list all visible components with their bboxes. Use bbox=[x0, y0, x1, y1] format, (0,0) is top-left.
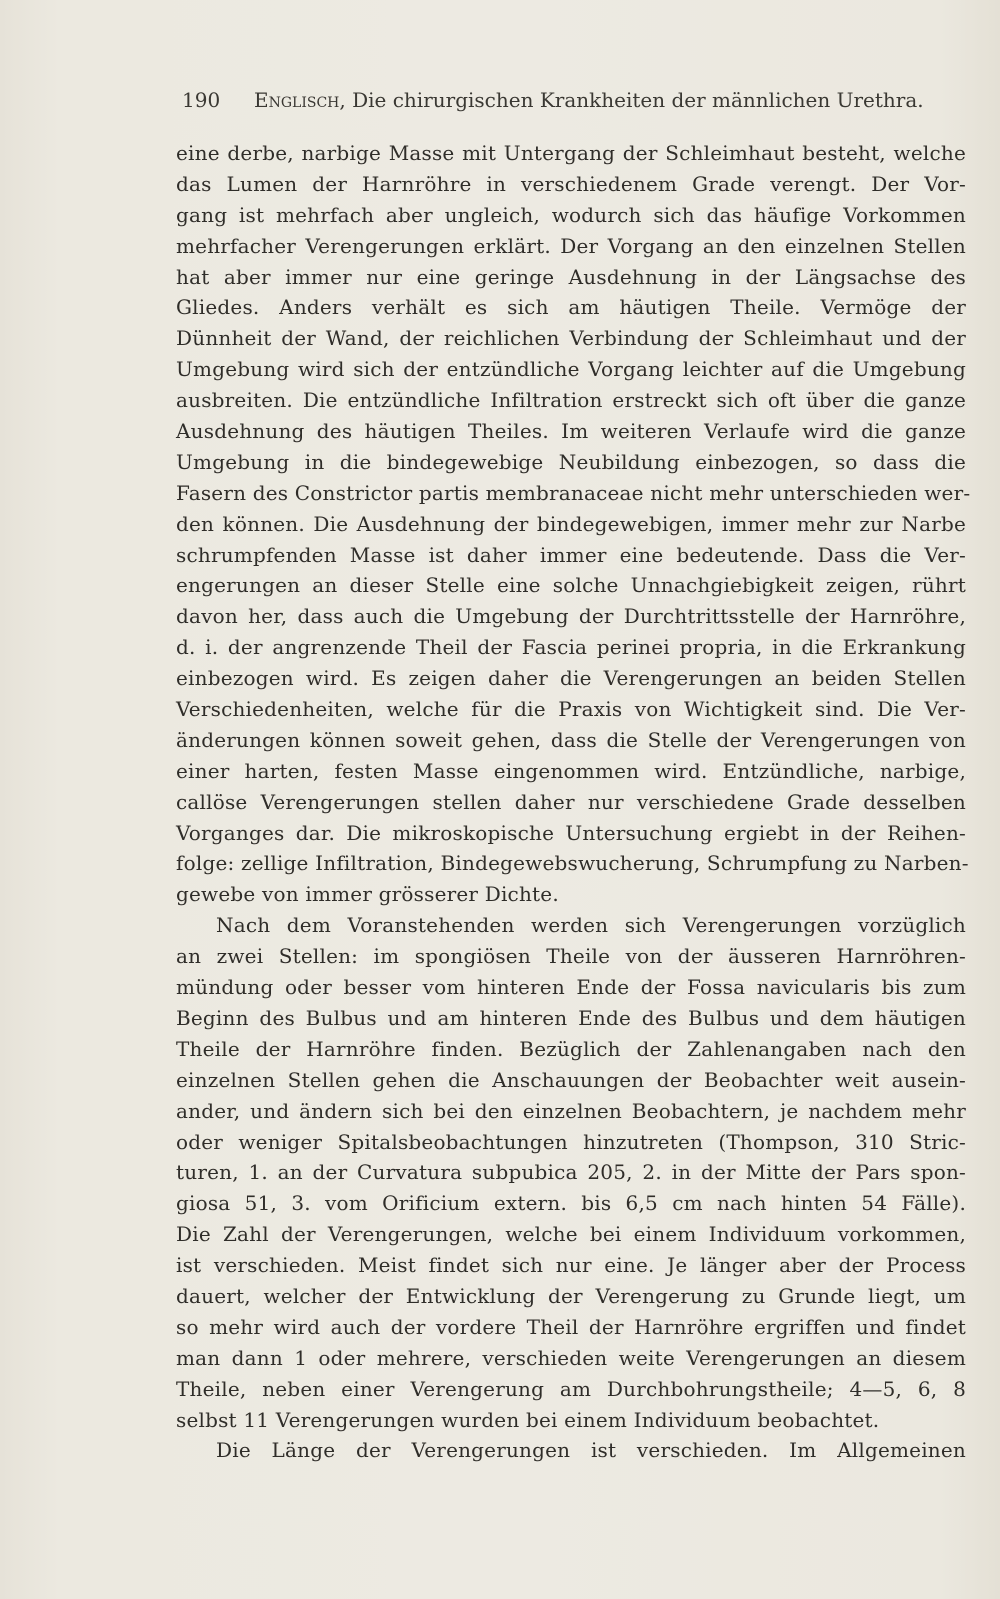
text-line: Fasern des Constrictor partis membranaceae nicht mehr unterschieden wer- bbox=[176, 480, 971, 505]
text-line: Die Länge der Verengerungen ist verschieden. Im Allgemeinen bbox=[216, 1438, 966, 1463]
running-header bbox=[182, 88, 924, 112]
page-number: 190 bbox=[182, 88, 221, 112]
text-line: engerungen an dieser Stelle eine solche Unnachgiebigkeit zeigen, rührt bbox=[176, 573, 966, 598]
text-line: das Lumen der Harnröhre in verschiedenem Grade verengt. Der Vor- bbox=[176, 171, 966, 196]
text-line: folge: zellige Infiltration, Bindegewebswucherung, Schrumpfung zu Narben- bbox=[176, 851, 969, 876]
text-line: hat aber immer nur eine geringe Ausdehnung in der Längsachse des bbox=[176, 264, 966, 289]
text-line: den können. Die Ausdehnung der bindegewebigen, immer mehr zur Narbe bbox=[176, 511, 966, 536]
text-line: Dünnheit der Wand, der reichlichen Verbindung der Schleimhaut und der bbox=[176, 326, 966, 351]
text-line: oder weniger Spitalsbeobachtungen hinzutreten (Thompson, 310 Stric- bbox=[176, 1129, 966, 1154]
running-header-author: Englisch, bbox=[254, 88, 346, 112]
text-line: giosa 51, 3. vom Orificium extern. bis 6,5 cm nach hinten 54 Fälle). bbox=[176, 1191, 966, 1216]
text-line: d. i. der angrenzende Theil der Fascia perinei propria, in die Erkrankung bbox=[176, 635, 966, 660]
text-line: Die Zahl der Verengerungen, welche bei einem Individuum vorkommen, bbox=[176, 1222, 966, 1247]
text-line: Gliedes. Anders verhält es sich am häutigen Theile. Vermöge der bbox=[176, 295, 966, 320]
text-line: eine derbe, narbige Masse mit Untergang der Schleimhaut besteht, welche bbox=[176, 141, 966, 165]
text-line: gewebe von immer grösserer Dichte. bbox=[176, 882, 559, 907]
text-line: gang ist mehrfach aber ungleich, wodurch sich das häufige Vorkommen bbox=[176, 202, 966, 227]
text-line: ander, und ändern sich bei den einzelnen Beobachtern, je nachdem mehr bbox=[176, 1098, 966, 1123]
text-line: schrumpfenden Masse ist daher immer eine bedeutende. Dass die Ver- bbox=[176, 542, 966, 567]
text-line: einzelnen Stellen gehen die Anschauungen der Beobachter weit ausein- bbox=[176, 1067, 966, 1092]
text-line: Nach dem Voranstehenden werden sich Verengerungen vorzüglich bbox=[216, 913, 966, 938]
text-line: an zwei Stellen: im spongiösen Theile von der äusseren Harnröhren- bbox=[176, 944, 966, 969]
text-line: so mehr wird auch der vordere Theil der Harnröhre ergriffen und findet bbox=[176, 1314, 966, 1339]
text-line: ausbreiten. Die entzündliche Infiltration erstreckt sich oft über die ganze bbox=[176, 388, 966, 413]
text-line: dauert, welcher der Entwicklung der Verengerung zu Grunde liegt, um bbox=[176, 1283, 966, 1308]
text-line: callöse Verengerungen stellen daher nur verschiedene Grade desselben bbox=[176, 789, 966, 814]
text-line: Theile der Harnröhre finden. Bezüglich der Zahlenangaben nach den bbox=[176, 1036, 966, 1061]
text-line: turen, 1. an der Curvatura subpubica 205, 2. in der Mitte der Pars spon- bbox=[176, 1160, 966, 1185]
text-line: einbezogen wird. Es zeigen daher die Verengerungen an beiden Stellen bbox=[176, 666, 966, 691]
text-line: Umgebung wird sich der entzündliche Vorgang leichter auf die Umgebung bbox=[176, 357, 966, 382]
text-line: Theile, neben einer Verengerung am Durchbohrungstheile; 4—5, 6, 8 bbox=[176, 1376, 966, 1401]
text-line: Umgebung in die bindegewebige Neubildung einbezogen, so dass die bbox=[176, 449, 966, 474]
text-line: mündung oder besser vom hinteren Ende der Fossa navicularis bis zum bbox=[176, 975, 966, 1000]
text-line: man dann 1 oder mehrere, verschieden weite Verengerungen an diesem bbox=[176, 1345, 966, 1370]
running-header-title: Die chirurgischen Krankheiten der männlichen Urethra. bbox=[352, 88, 924, 112]
text-line: änderungen können soweit gehen, dass die Stelle der Verengerungen von bbox=[176, 727, 966, 752]
text-line: davon her, dass auch die Umgebung der Durchtrittsstelle der Harnröhre, bbox=[176, 604, 966, 629]
text-line: Verschiedenheiten, welche für die Praxis von Wichtigkeit sind. Die Ver- bbox=[176, 697, 966, 722]
text-line: mehrfacher Verengerungen erklärt. Der Vorgang an den einzelnen Stellen bbox=[176, 233, 966, 258]
text-line: selbst 11 Verengerungen wurden bei einem Individuum beobachtet. bbox=[176, 1407, 880, 1432]
text-line: einer harten, festen Masse eingenommen wird. Entzündliche, narbige, bbox=[176, 758, 966, 783]
text-line: Vorganges dar. Die mikroskopische Untersuchung ergiebt in der Reihen- bbox=[176, 820, 966, 845]
body-text bbox=[176, 138, 971, 1466]
text-line: Ausdehnung des häutigen Theiles. Im weiteren Verlaufe wird die ganze bbox=[176, 419, 966, 444]
text-line: Beginn des Bulbus und am hinteren Ende des Bulbus und dem häutigen bbox=[176, 1005, 966, 1030]
text-line: ist verschieden. Meist findet sich nur eine. Je länger aber der Process bbox=[176, 1253, 966, 1278]
